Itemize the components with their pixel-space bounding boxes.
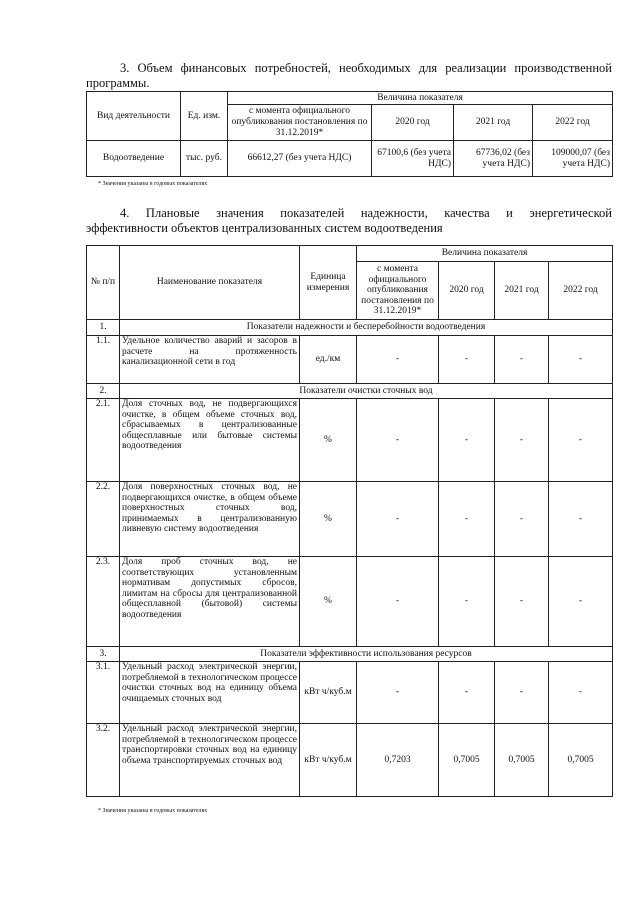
indicator-value-2022: - [549, 336, 613, 384]
group-title: Показатели очистки сточных вод [120, 384, 613, 399]
indicator-value-2021: 0,7005 [495, 724, 549, 797]
indicator-name: Доля поверхностных сточных вод, не подвергающихся очистке, в общем объеме поверхностных сточных вод, принимаемых в централизованную ливневую систему водоотведения [120, 482, 300, 557]
group-row [87, 647, 613, 662]
indicator-unit: % [300, 557, 357, 647]
t1-header-2021: 2021 год [454, 105, 533, 141]
t1-footnote: * Значения указаны в годовых показателях [98, 181, 208, 187]
group-title: Показатели надежности и бесперебойности водоотведения [120, 320, 613, 336]
t2-header-name: Наименование показателя [120, 246, 300, 320]
group-row [87, 320, 613, 336]
indicator-value-period: - [357, 557, 439, 647]
table-row [87, 662, 613, 724]
financial-needs-table [86, 91, 613, 177]
indicator-value-2022: - [549, 662, 613, 724]
indicator-value-2020: - [439, 399, 495, 482]
indicator-value-2022: - [549, 557, 613, 647]
indicator-value-2021: - [495, 662, 549, 724]
table-row [87, 482, 613, 557]
indicator-value-2021: - [495, 482, 549, 557]
indicator-value-2022: - [549, 399, 613, 482]
group-num: 2. [87, 384, 120, 399]
group-title: Показатели эффективности использования ресурсов [120, 647, 613, 662]
reliability-indicators-table [86, 245, 613, 797]
row-num: 1.1. [87, 336, 120, 384]
t1-period-value: 66612,27 (без учета НДС) [228, 141, 372, 177]
section3-heading [86, 61, 612, 91]
t1-header-value-group: Величина показателя [228, 92, 613, 105]
indicator-name: Удельное количество аварий и засоров в расчете на протяженность канализационной сети в год [120, 336, 300, 384]
section3-heading-line2: программы. [86, 76, 150, 90]
indicator-value-2022: 0,7005 [549, 724, 613, 797]
group-row [87, 384, 613, 399]
t2-header-2020: 2020 год [439, 262, 495, 320]
indicator-value-2021: - [495, 399, 549, 482]
t2-header-num: № п/п [87, 246, 120, 320]
t1-header-2022: 2022 год [533, 105, 613, 141]
t1-2022-value: 109000,07 (без учета НДС) [533, 141, 613, 177]
indicator-unit: кВт ч/куб.м [300, 724, 357, 797]
indicator-name: Доля сточных вод, не подвергающихся очистке, в общем объеме сточных вод, сбрасываемых в централизованные общесплавные или бытовые системы водоотведения [120, 399, 300, 482]
indicator-name: Доля проб сточных вод, не соответствующих установленным нормативам допустимых сбросов, лимитам на сбросы для централизованной общесплавной (бытовой) системы водоотведения [120, 557, 300, 647]
t2-header-value-group: Величина показателя [357, 246, 613, 262]
indicator-value-2021: - [495, 336, 549, 384]
group-num: 3. [87, 647, 120, 662]
t2-header-2021: 2021 год [495, 262, 549, 320]
row-num: 2.3. [87, 557, 120, 647]
t2-header-unit: Единица измерения [300, 246, 357, 320]
indicator-value-2020: - [439, 662, 495, 724]
indicator-value-2020: - [439, 557, 495, 647]
section4-heading-line2: эффективности объектов централизованных систем водоотведения [86, 221, 443, 235]
table-row [87, 399, 613, 482]
t1-activity: Водоотведение [87, 141, 181, 177]
indicator-unit: ед./км [300, 336, 357, 384]
group-num: 1. [87, 320, 120, 336]
indicator-value-period: - [357, 482, 439, 557]
row-num: 3.2. [87, 724, 120, 797]
indicator-value-period: - [357, 336, 439, 384]
t2-footnote: * Значения указаны в годовых показателях [98, 808, 208, 814]
t1-header-period: с момента официального опубликования постановления по 31.12.2019* [228, 105, 372, 141]
indicator-value-period: - [357, 399, 439, 482]
table-row [87, 336, 613, 384]
row-num: 3.1. [87, 662, 120, 724]
indicator-value-period: 0,7203 [357, 724, 439, 797]
indicator-value-2020: 0,7005 [439, 724, 495, 797]
indicator-unit: кВт ч/куб.м [300, 662, 357, 724]
t1-2020-value: 67100,6 (без учета НДС) [372, 141, 454, 177]
t2-header-2022: 2022 год [549, 262, 613, 320]
section3-heading-line1: 3. Объем финансовых потребностей, необходимых для реализации производственной [120, 61, 612, 75]
indicator-value-2022: - [549, 482, 613, 557]
t1-header-unit: Ед. изм. [181, 92, 228, 141]
t1-header-2020: 2020 год [372, 105, 454, 141]
indicator-value-2020: - [439, 336, 495, 384]
t1-2021-value: 67736,02 (без учета НДС) [454, 141, 533, 177]
t1-header-activity: Вид деятельности [87, 92, 181, 141]
t1-unit: тыс. руб. [181, 141, 228, 177]
indicator-unit: % [300, 399, 357, 482]
indicator-value-2021: - [495, 557, 549, 647]
t2-header-period: с момента официального опубликования постановления по 31.12.2019* [357, 262, 439, 320]
table-row [87, 557, 613, 647]
indicator-unit: % [300, 482, 357, 557]
row-num: 2.2. [87, 482, 120, 557]
table-row [87, 141, 613, 177]
indicator-name: Удельный расход электрической энергии, потребляемой в технологическом процессе транспортировки сточных вод на единицу объема транспортируемых сточных вод [120, 724, 300, 797]
indicator-value-period: - [357, 662, 439, 724]
section4-heading [86, 206, 612, 236]
section4-heading-line1: 4. Плановые значения показателей надежности, качества и энергетической [120, 206, 612, 220]
row-num: 2.1. [87, 399, 120, 482]
table-row [87, 724, 613, 797]
indicator-name: Удельный расход электрической энергии, потребляемой в технологическом процессе очистки сточных вод на единицу объема очищаемых сточных вод [120, 662, 300, 724]
indicator-value-2020: - [439, 482, 495, 557]
